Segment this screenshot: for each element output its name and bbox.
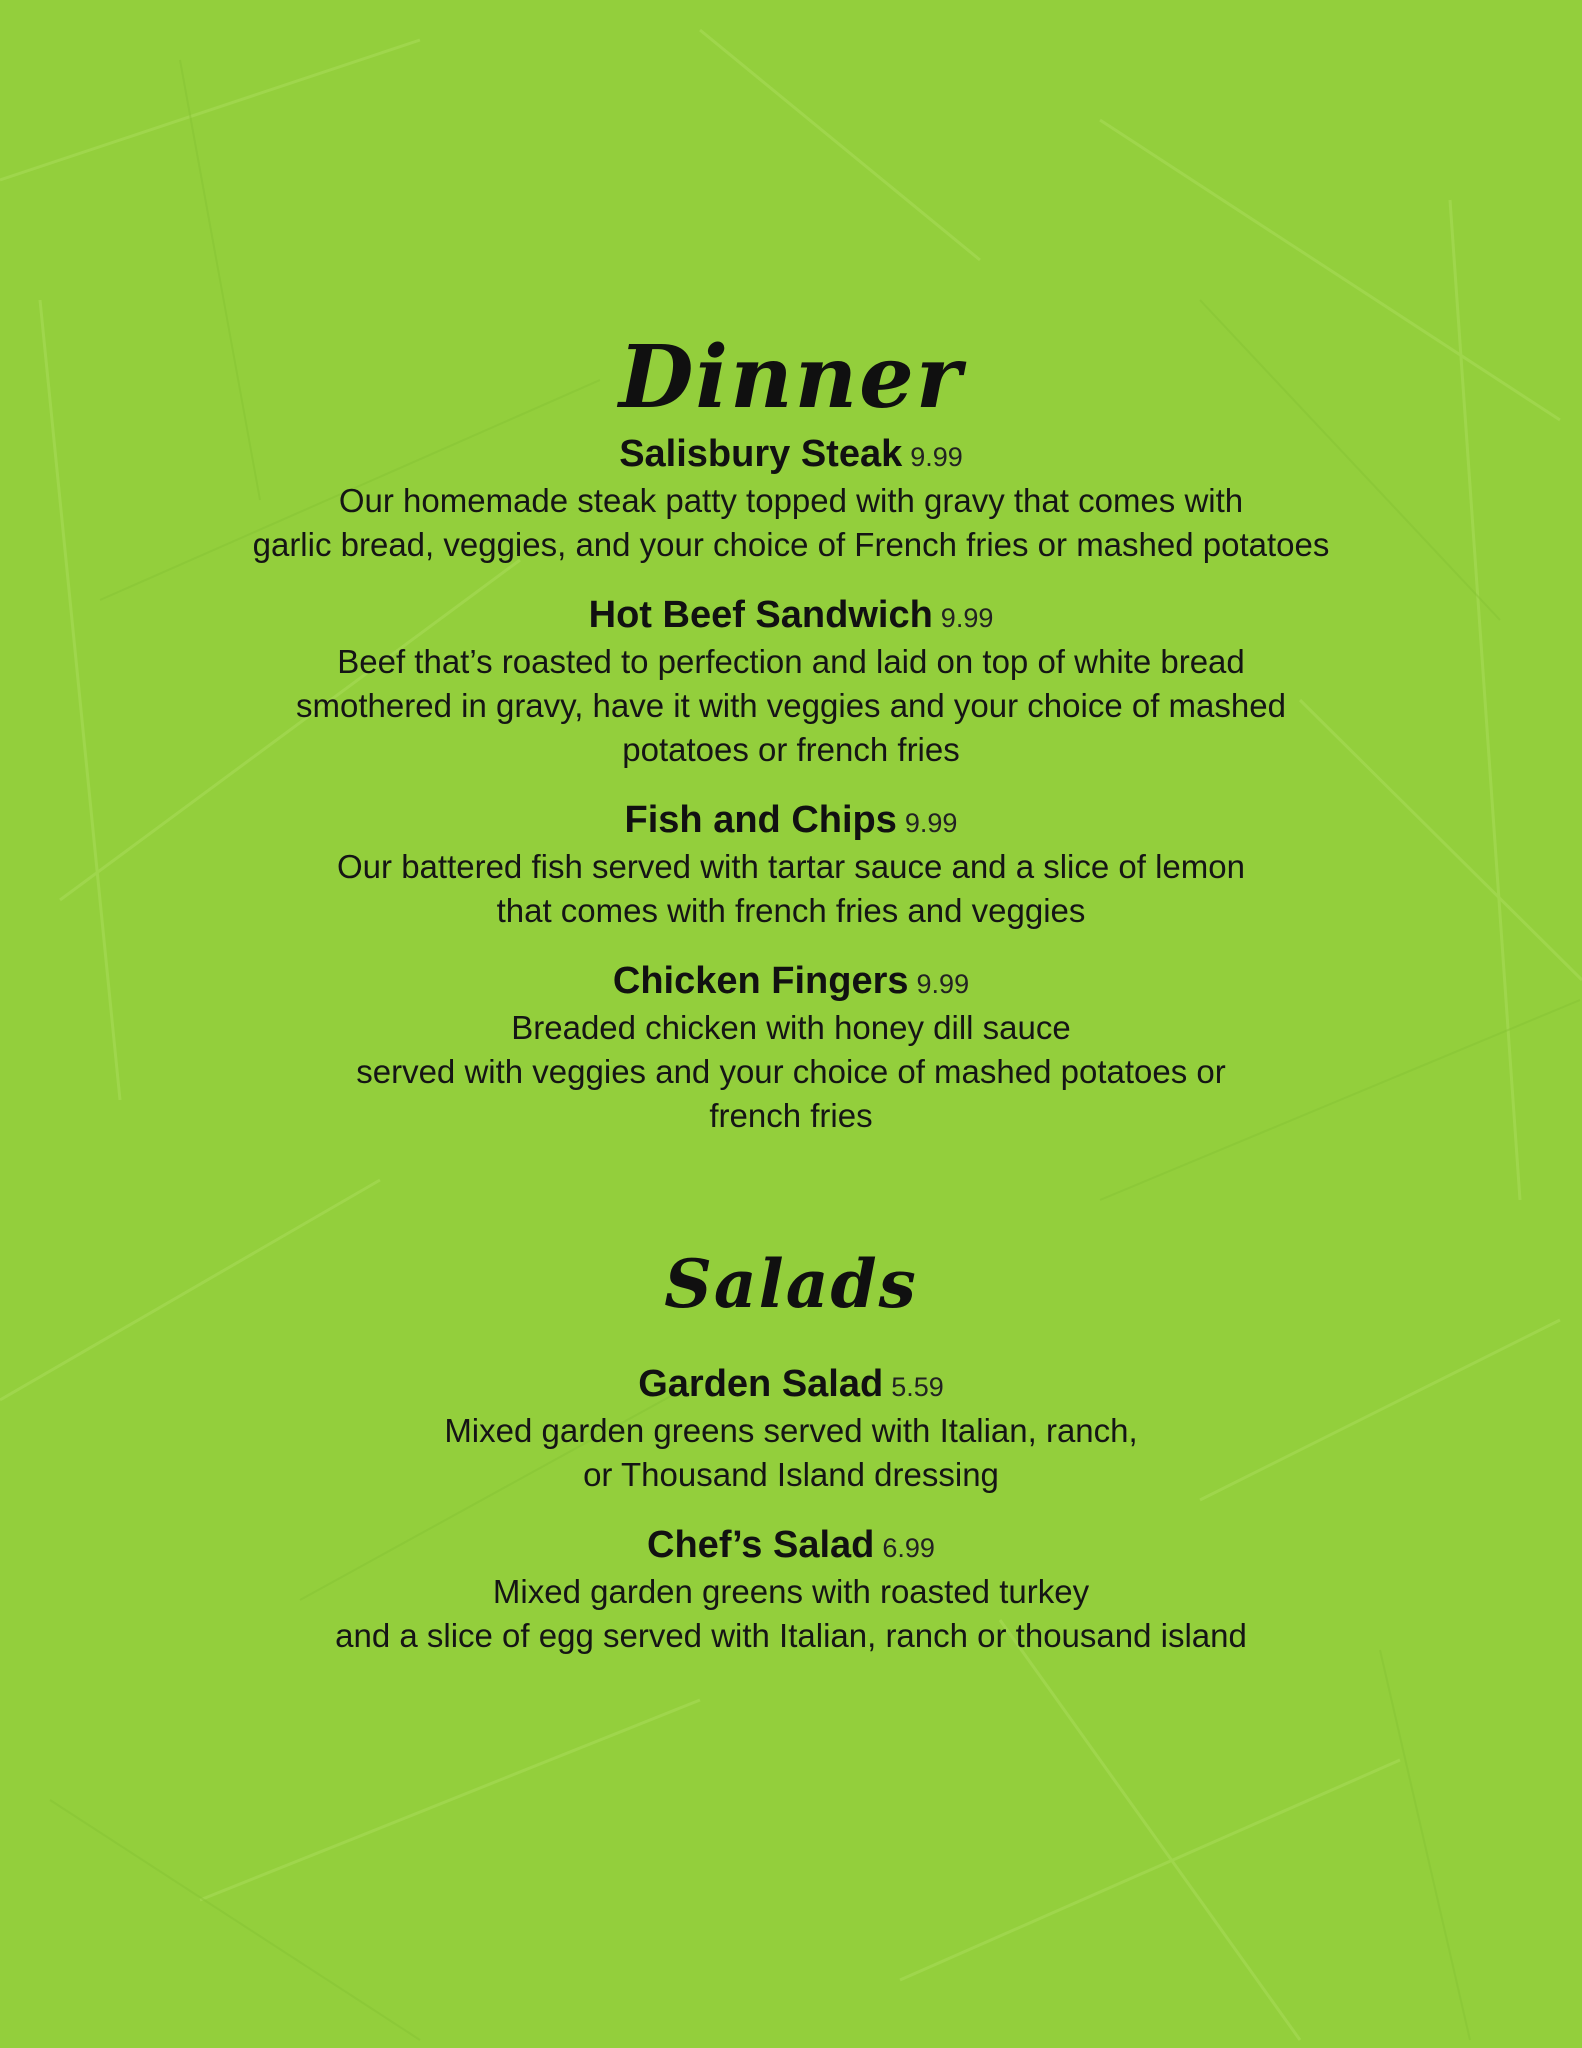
item-description <box>0 1570 1582 1658</box>
description-line: Our homemade steak patty topped with gravy that comes with <box>338 482 1244 519</box>
item-price: 9.99 <box>940 603 994 633</box>
description-line: Mixed garden greens with roasted turkey <box>492 1573 1090 1610</box>
item-price: 9.99 <box>904 808 958 838</box>
description-line: potatoes or french fries <box>622 731 960 768</box>
item-price: 5.59 <box>891 1372 944 1402</box>
item-name: Chicken Fingers <box>612 960 909 1002</box>
menu-item-fish-and-chips <box>0 798 1582 933</box>
item-price: 9.99 <box>910 442 963 472</box>
item-heading <box>0 432 1582 479</box>
dinner-item-list <box>0 432 1582 1138</box>
salads-section-title: Salads <box>664 1245 918 1323</box>
item-description <box>0 640 1582 772</box>
item-heading <box>0 1362 1582 1409</box>
item-heading <box>0 798 1582 845</box>
item-heading <box>0 593 1582 640</box>
description-line: Breaded chicken with honey dill sauce <box>511 1009 1071 1046</box>
description-line: Our battered fish served with tartar sauce and a slice of lemon <box>337 848 1245 885</box>
item-price: 6.99 <box>882 1533 935 1563</box>
description-line: garlic bread, veggies, and your choice of French fries or mashed potatoes <box>252 526 1330 563</box>
item-heading <box>0 1523 1582 1570</box>
menu-item-salisbury-steak <box>0 432 1582 567</box>
description-line: french fries <box>709 1097 873 1134</box>
description-line: smothered in gravy, have it with veggies and your choice of mashed <box>296 687 1286 724</box>
item-price: 9.99 <box>916 969 970 999</box>
item-heading <box>0 959 1582 1006</box>
item-name: Garden Salad <box>638 1363 884 1405</box>
item-description <box>0 1409 1582 1497</box>
description-line: and a slice of egg served with Italian, ranch or thousand island <box>335 1617 1247 1654</box>
menu-item-garden-salad <box>0 1362 1582 1497</box>
item-description <box>0 845 1582 933</box>
item-name: Fish and Chips <box>624 799 897 841</box>
description-line: served with veggies and your choice of mashed potatoes or <box>356 1053 1226 1090</box>
salads-item-list <box>0 1362 1582 1658</box>
dinner-section-title: Dinner <box>618 327 964 428</box>
menu-item-chicken-fingers <box>0 959 1582 1138</box>
menu-item-chefs-salad <box>0 1523 1582 1658</box>
description-line: Mixed garden greens served with Italian, ranch, <box>444 1412 1138 1449</box>
item-name: Chef’s Salad <box>647 1524 875 1566</box>
description-line: or Thousand Island dressing <box>583 1456 999 1493</box>
menu-item-hot-beef-sandwich <box>0 593 1582 772</box>
description-line: that comes with french fries and veggies <box>496 892 1086 929</box>
item-name: Hot Beef Sandwich <box>588 594 933 636</box>
item-description <box>0 1006 1582 1138</box>
item-description <box>0 479 1582 567</box>
item-name: Salisbury Steak <box>619 433 903 475</box>
description-line: Beef that’s roasted to perfection and laid on top of white bread <box>337 643 1245 680</box>
